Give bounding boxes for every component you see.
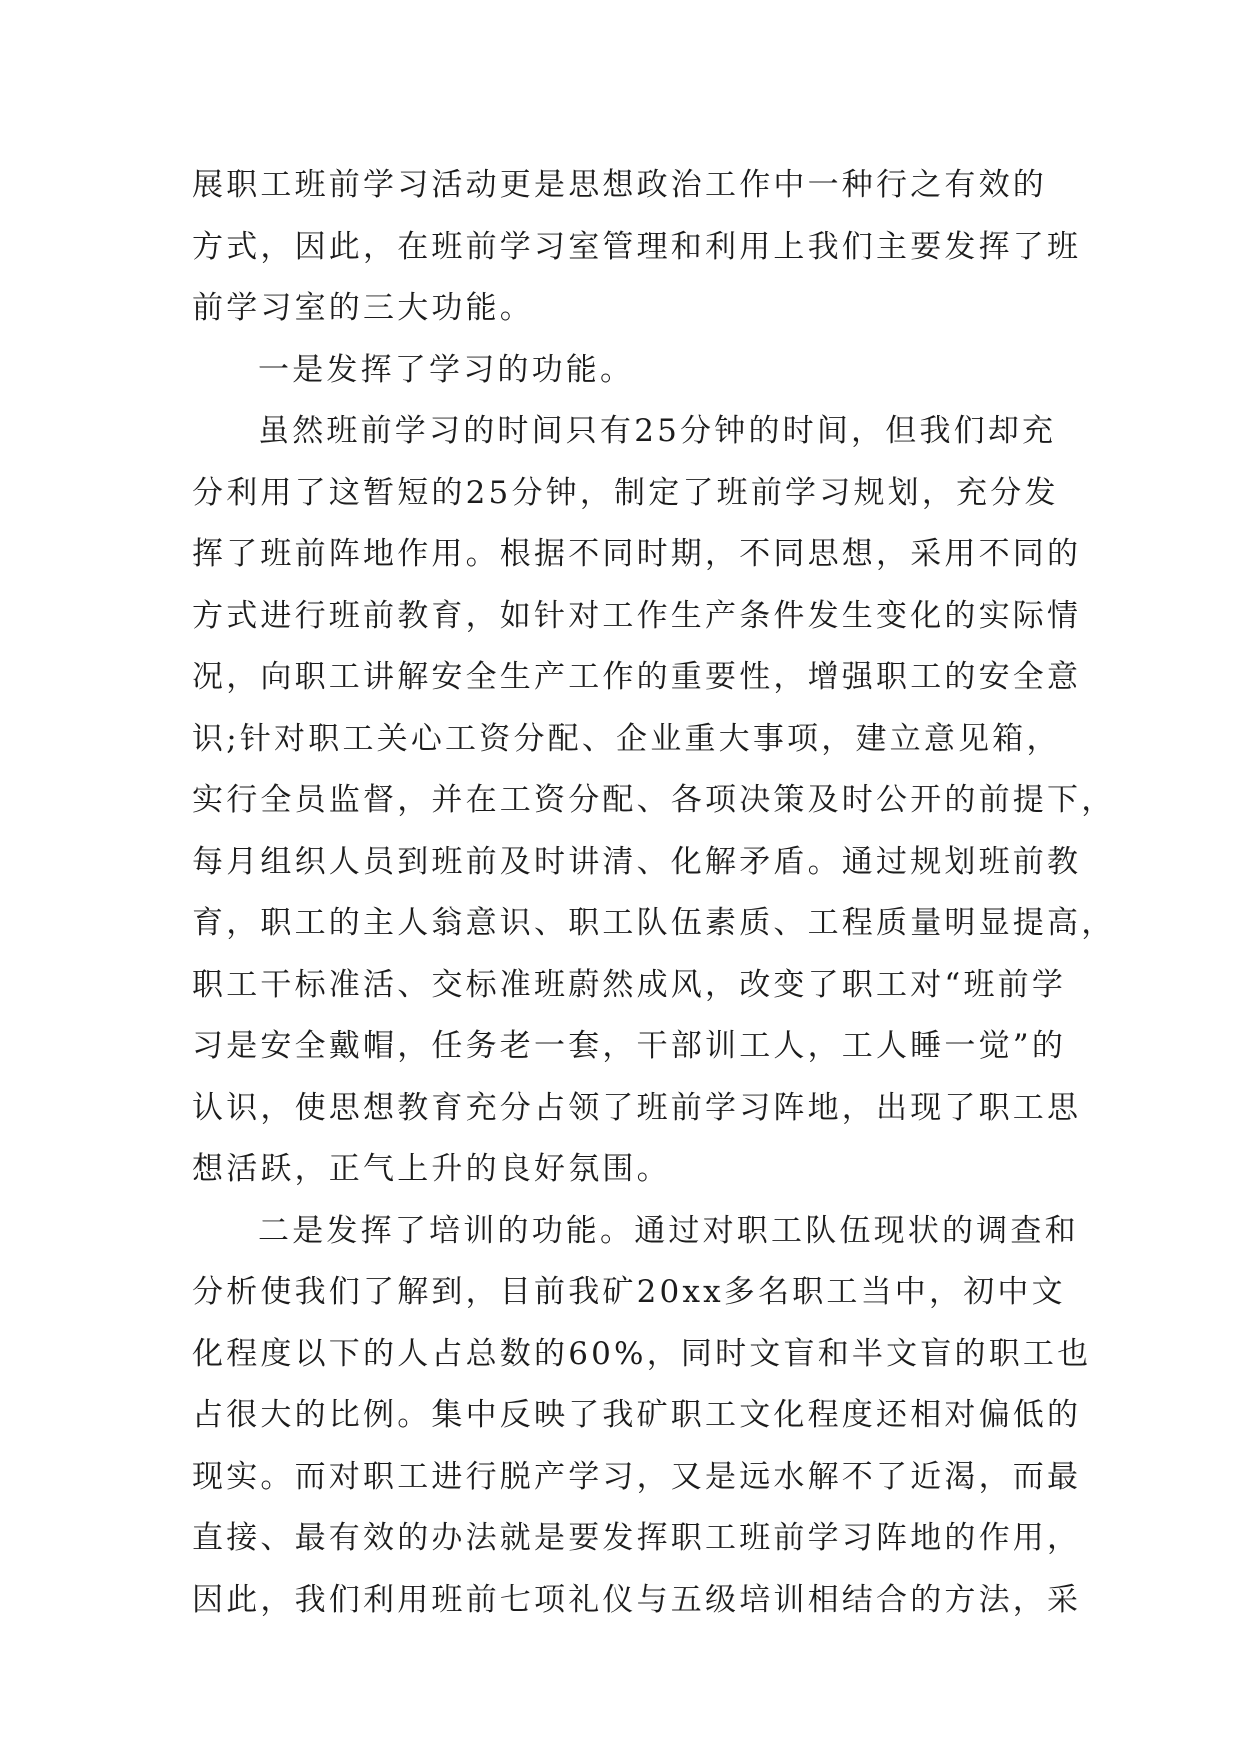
text-line: 化程度以下的人占总数的60%，同时文盲和半文盲的职工也 xyxy=(192,1335,1092,1372)
text-line: 虽然班前学习的时间只有25分钟的时间，但我们却充 xyxy=(258,413,1057,449)
text-line: 挥了班前阵地作用。根据不同时期，不同思想，采用不同的 xyxy=(192,536,1082,572)
paragraph-heading-2: 二是发挥了培训的功能。通过对职工队伍现状的调查和 xyxy=(258,1212,1079,1249)
text-line: 因此，我们利用班前七项礼仪与五级培训相结合的方法，采 xyxy=(192,1581,1082,1618)
text-line: 每月组织人员到班前及时讲清、化解矛盾。通过规划班前教 xyxy=(192,843,1082,880)
text-line: 分析使我们了解到，目前我矿20xx多名职工当中，初中文 xyxy=(192,1274,1066,1310)
text-line: 实行全员监督，并在工资分配、各项决策及时公开的前提下， xyxy=(192,782,1116,818)
text-line: 育，职工的主人翁意识、职工队伍素质、工程质量明显提高， xyxy=(192,905,1116,941)
text-line: 想活跃，正气上升的良好氛围。 xyxy=(192,1151,671,1187)
text-line: 认识，使思想教育充分占领了班前学习阵地，出现了职工思 xyxy=(192,1089,1082,1126)
text-line: 职工干标准活、交标准班蔚然成风，改变了职工对“班前学 xyxy=(192,966,1067,1003)
text-line: 方式进行班前教育，如针对工作生产条件发生变化的实际情 xyxy=(192,597,1082,634)
text-line: 展职工班前学习活动更是思想政治工作中一种行之有效的 xyxy=(192,167,1047,203)
text-line: 况，向职工讲解安全生产工作的重要性，增强职工的安全意 xyxy=(192,659,1082,695)
text-line: 前学习室的三大功能。 xyxy=(192,290,534,326)
body-text xyxy=(192,155,1116,1631)
text-line: 习是安全戴帽，任务老一套，干部训工人，工人睡一觉”的 xyxy=(192,1028,1067,1064)
text-line: 现实。而对职工进行脱产学习，又是远水解不了近渴，而最 xyxy=(192,1458,1082,1495)
text-line: 识;针对职工关心工资分配、企业重大事项，建立意见箱， xyxy=(192,720,1061,757)
text-line: 占很大的比例。集中反映了我矿职工文化程度还相对偏低的 xyxy=(192,1397,1082,1433)
paragraph-heading-1: 一是发挥了学习的功能。 xyxy=(258,351,635,388)
text-line: 方式，因此，在班前学习室管理和利用上我们主要发挥了班 xyxy=(192,228,1082,265)
text-line: 直接、最有效的办法就是要发挥职工班前学习阵地的作用， xyxy=(192,1520,1082,1556)
text-line: 分利用了这暂短的25分钟，制定了班前学习规划，充分发 xyxy=(192,474,1059,511)
